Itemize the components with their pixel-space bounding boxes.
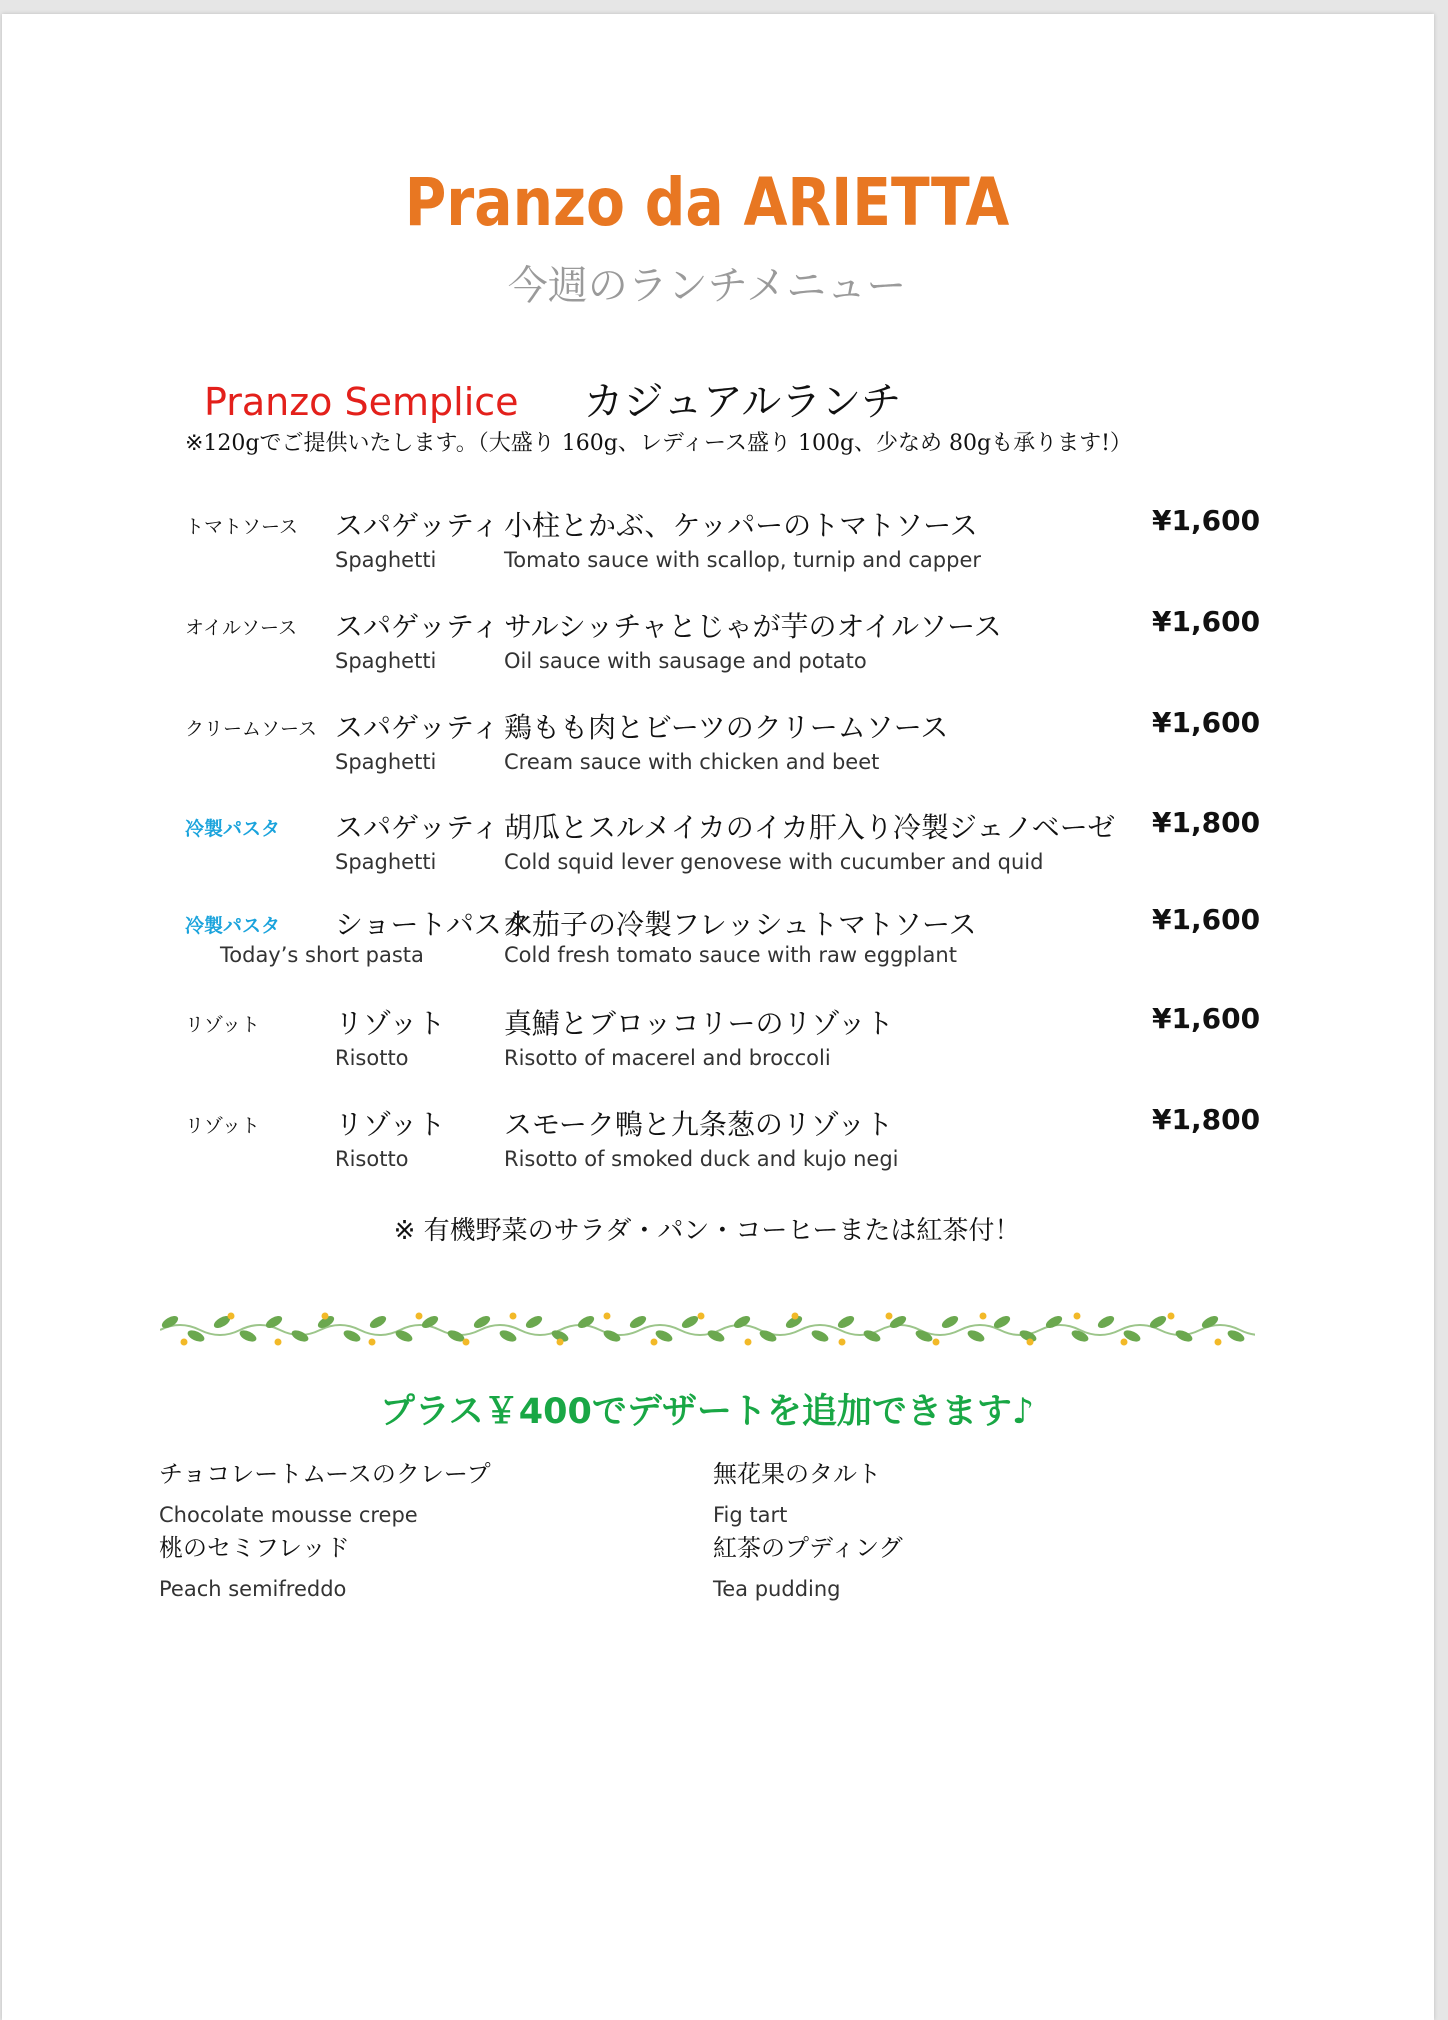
menu-item-type-ja: スパゲッティ (335, 509, 500, 542)
menu-item-dish-ja: 胡瓜とスルメイカのイカ肝入り冷製ジェノベーゼ (504, 811, 1116, 844)
dessert-item (713, 1528, 1233, 1601)
dessert-name-ja: 桃のセミフレッド (159, 1534, 350, 1562)
section-name-italian: Pranzo Semplice (204, 380, 519, 424)
menu-item-price: ¥1,800 (1152, 806, 1261, 839)
included-items-note: ※ 有機野菜のサラダ・パン・コーヒーまたは紅茶付！ (393, 1216, 1021, 1246)
menu-item-dish-en: Cream sauce with chicken and beet (504, 750, 880, 774)
menu-item-type-en: Spaghetti (335, 649, 437, 673)
menu-item-price: ¥1,600 (1152, 903, 1261, 936)
dessert-item (159, 1528, 679, 1601)
menu-item-dish-ja: サルシッチャとじゃが芋のオイルソース (504, 610, 1002, 643)
menu-item-type-ja: ショートパスタ (335, 908, 530, 941)
menu-item-type-ja: リゾット (335, 1007, 446, 1040)
menu-item-category: リゾット (185, 1014, 260, 1036)
menu-item-type-en: Today’s short pasta (220, 943, 424, 967)
menu-item (2, 1002, 1434, 1102)
dessert-heading: プラス￥400でデザートを追加できます♪ (379, 1392, 1035, 1432)
dessert-name-en: Fig tart (713, 1503, 788, 1527)
menu-item-category: オイルソース (185, 617, 298, 639)
menu-item-price: ¥1,800 (1152, 1103, 1261, 1136)
menu-item-dish-ja: 真鯖とブロッコリーのリゾット (504, 1007, 894, 1040)
menu-item-dish-en: Risotto of macerel and broccoli (504, 1046, 831, 1070)
menu-item-dish-en: Oil sauce with sausage and potato (504, 649, 867, 673)
dessert-name-ja: 無花果のタルト (713, 1460, 881, 1488)
menu-item-price: ¥1,600 (1152, 605, 1261, 638)
menu-item (2, 706, 1434, 806)
menu-item-dish-en: Risotto of smoked duck and kujo negi (504, 1147, 899, 1171)
dessert-name-en: Tea pudding (713, 1577, 841, 1601)
menu-item-price: ¥1,600 (1152, 706, 1261, 739)
dessert-name-en: Peach semifreddo (159, 1577, 347, 1601)
menu-item-category: クリームソース (185, 718, 318, 740)
menu-item-type-ja: スパゲッティ (335, 711, 500, 744)
menu-page (2, 14, 1434, 2020)
menu-item (2, 605, 1434, 705)
menu-item-dish-ja: 小柱とかぶ、ケッパーのトマトソース (504, 509, 978, 542)
section-heading (204, 370, 901, 427)
dessert-name-ja: 紅茶のプディング (713, 1534, 903, 1562)
menu-item-category: リゾット (185, 1115, 260, 1137)
menu-item-type-ja: リゾット (335, 1108, 446, 1141)
menu-item-type-ja: スパゲッティ (335, 610, 500, 643)
menu-subtitle: 今週のランチメニュー (507, 263, 907, 309)
menu-item-category: 冷製パスタ (185, 915, 281, 937)
menu-item-type-en: Risotto (335, 1046, 409, 1070)
menu-item-type-en: Spaghetti (335, 850, 437, 874)
menu-item (2, 504, 1434, 604)
restaurant-title: Pranzo da ARIETTA (404, 164, 1010, 241)
menu-item-price: ¥1,600 (1152, 1002, 1261, 1035)
menu-item-type-en: Spaghetti (335, 548, 437, 572)
menu-item-dish-en: Cold fresh tomato sauce with raw eggplant (504, 943, 957, 967)
dessert-name-ja: チョコレートムースのクレープ (159, 1460, 491, 1488)
menu-item-dish-ja: スモーク鴨と九条葱のリゾット (504, 1108, 894, 1141)
dessert-item (159, 1454, 679, 1527)
menu-item-dish-en: Tomato sauce with scallop, turnip and capper (504, 548, 982, 572)
leaf-vine-divider-icon (160, 1302, 1255, 1350)
menu-item (2, 903, 1434, 1003)
dessert-item (713, 1454, 1233, 1527)
menu-item-type-en: Spaghetti (335, 750, 437, 774)
portion-note: ※120gでご提供いたします。（大盛り 160g、レディース盛り 100g、少なめ 80gも承ります!） (185, 431, 1132, 456)
section-name-japanese: カジュアルランチ (583, 379, 902, 425)
dessert-name-en: Chocolate mousse crepe (159, 1503, 418, 1527)
menu-item (2, 1103, 1434, 1203)
menu-item-price: ¥1,600 (1152, 504, 1261, 537)
menu-item-dish-ja: 鶏もも肉とビーツのクリームソース (504, 711, 949, 744)
menu-item-category: トマトソース (185, 516, 299, 538)
menu-item (2, 806, 1434, 906)
menu-item-type-en: Risotto (335, 1147, 409, 1171)
menu-item-dish-en: Cold squid lever genovese with cucumber and quid (504, 850, 1044, 874)
menu-item-dish-ja: 水茄子の冷製フレッシュトマトソース (504, 908, 977, 941)
menu-item-type-ja: スパゲッティ (335, 811, 500, 844)
menu-item-category: 冷製パスタ (185, 818, 281, 840)
